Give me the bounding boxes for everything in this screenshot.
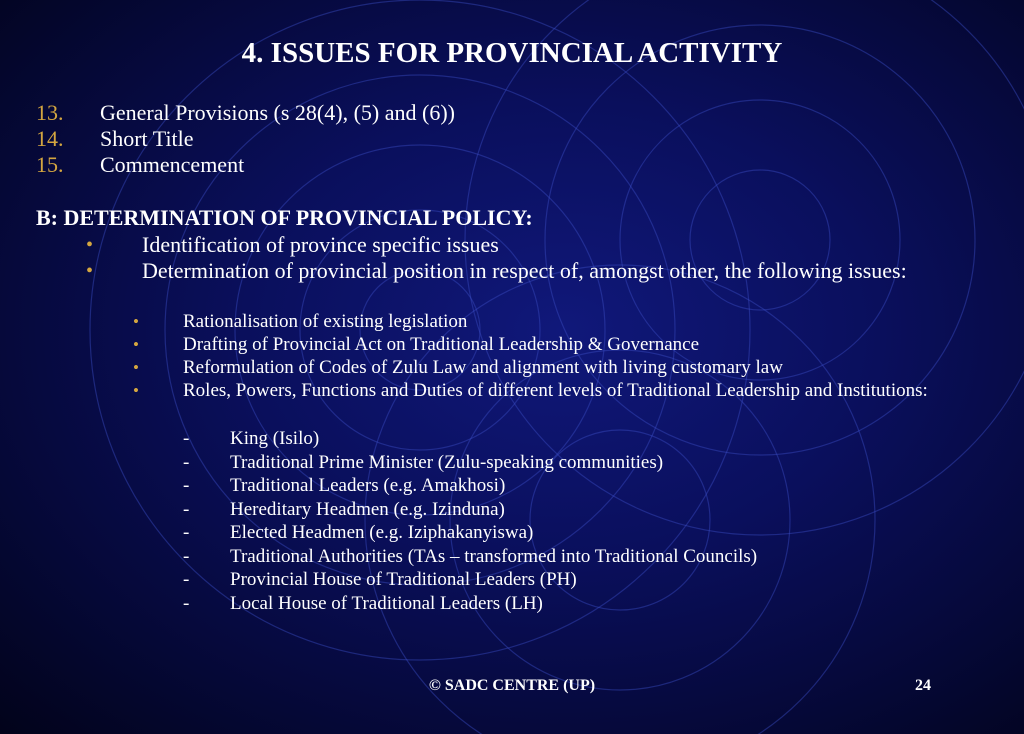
sub-bullet-text: Roles, Powers, Functions and Duties of different levels of Traditional Leadership and Institutions:	[183, 380, 928, 401]
numbered-item	[36, 100, 455, 126]
dash-text: Traditional Authorities (TAs – transformed into Traditional Councils)	[230, 545, 758, 567]
dash-text: Traditional Prime Minister (Zulu-speaking communities)	[230, 451, 664, 473]
dash-marker: -	[183, 475, 190, 496]
bullet-icon: •	[133, 312, 139, 331]
dash-text: King (Isilo)	[230, 428, 320, 449]
dash-marker: -	[183, 569, 190, 590]
sub-bullet-text: Reformulation of Codes of Zulu Law and alignment with living customary law	[183, 357, 783, 378]
dash-item	[183, 451, 757, 475]
bullet-list-level2	[131, 310, 1011, 402]
section-heading: B: DETERMINATION OF PROVINCIAL POLICY:	[36, 205, 533, 230]
page-number: 24	[915, 677, 931, 694]
dash-marker: -	[183, 545, 190, 567]
dash-text: Local House of Traditional Leaders (LH)	[230, 592, 543, 614]
dash-text: Hereditary Headmen (e.g. Izinduna)	[230, 498, 505, 520]
dash-marker: -	[183, 592, 190, 614]
sub-bullet-text: Drafting of Provincial Act on Traditional Leadership & Governance	[183, 334, 700, 355]
dash-item	[183, 568, 757, 592]
dash-item	[183, 427, 757, 451]
numbered-list	[36, 100, 455, 178]
sub-bullet-item	[131, 356, 1011, 379]
dash-list	[183, 427, 757, 615]
bullet-text: Identification of province specific issues	[142, 232, 499, 257]
bullet-icon: •	[133, 335, 139, 354]
dash-item	[183, 498, 757, 522]
dash-item	[183, 545, 757, 569]
item-number: 15.	[36, 152, 64, 177]
bullet-icon: •	[133, 381, 139, 400]
dash-marker: -	[183, 498, 190, 520]
slide-title: 4. ISSUES FOR PROVINCIAL ACTIVITY	[241, 37, 783, 69]
numbered-item	[36, 126, 455, 152]
bullet-icon: •	[86, 234, 94, 256]
item-text: General Provisions (s 28(4), (5) and (6))	[100, 100, 455, 125]
bullet-icon: •	[133, 358, 139, 377]
bullet-icon: •	[86, 260, 94, 282]
dash-marker: -	[183, 451, 190, 473]
dash-marker: -	[183, 522, 190, 543]
item-text: Short Title	[100, 126, 194, 151]
dash-text: Elected Headmen (e.g. Iziphakanyiswa)	[230, 522, 534, 543]
numbered-item	[36, 152, 455, 178]
footer-copyright: © SADC CENTRE (UP)	[428, 677, 596, 694]
dash-item	[183, 474, 757, 498]
dash-text: Provincial House of Traditional Leaders (PH)	[230, 569, 577, 590]
bullet-text: Determination of provincial position in respect of, amongst other, the following issues:	[142, 258, 907, 283]
sub-bullet-item	[131, 379, 1011, 402]
sub-bullet-item	[131, 333, 1011, 356]
dash-item	[183, 592, 757, 616]
item-number: 13.	[36, 100, 64, 125]
item-text: Commencement	[100, 152, 245, 177]
sub-bullet-item	[131, 310, 1011, 333]
bullet-item	[84, 232, 1019, 258]
bullet-list-level1	[84, 232, 1019, 284]
dash-item	[183, 521, 757, 545]
sub-bullet-text: Rationalisation of existing legislation	[183, 311, 468, 332]
item-number: 14.	[36, 126, 64, 151]
bullet-item	[84, 258, 1019, 284]
dash-marker: -	[183, 428, 190, 449]
dash-text: Traditional Leaders (e.g. Amakhosi)	[230, 475, 506, 496]
